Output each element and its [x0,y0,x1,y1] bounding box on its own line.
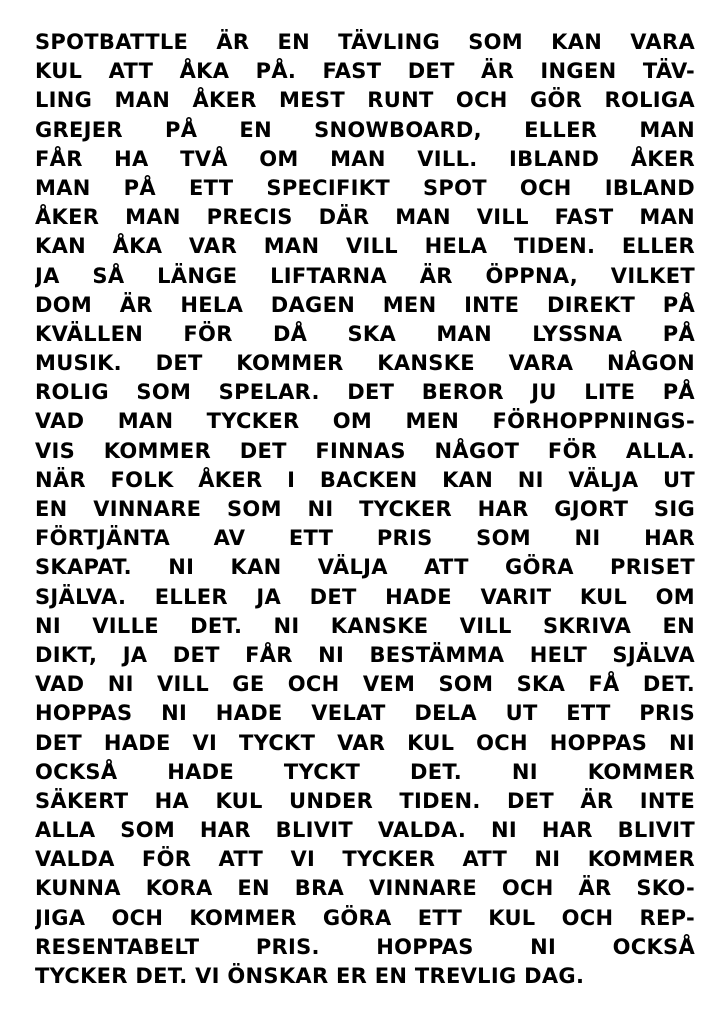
text-line: MUSIK. DET KOMMER KANSKE VARA NÅGON [35,351,695,376]
text-line: KUL ATT ÅKA PÅ. FAST DET ÄR INGEN TÄV- [35,59,695,84]
text-line: TYCKER DET. VI ÖNSKAR ER EN TREVLIG DAG. [35,964,585,988]
text-line: NI VILLE DET. NI KANSKE VILL SKRIVA EN [35,613,695,638]
text-line: RESENTABELT PRIS. HOPPAS NI OCKSÅ [35,934,695,959]
text-line: LING MAN ÅKER MEST RUNT OCH GÖR ROLIGA [35,88,695,113]
text-line: SÄKERT HA KUL UNDER TIDEN. DET ÄR INTE [35,788,695,813]
text-line: VIS KOMMER DET FINNAS NÅGOT FÖR ALLA. [35,438,695,463]
text-line: FÖRTJÄNTA AV ETT PRIS SOM NI HAR [35,526,695,551]
text-line: JIGA OCH KOMMER GÖRA ETT KUL OCH REP- [35,905,695,930]
text-line: NÄR FOLK ÅKER I BACKEN KAN NI VÄLJA UT [35,467,695,492]
text-line: EN VINNARE SOM NI TYCKER HAR GJORT SIG [35,497,695,521]
text-line: VAD MAN TYCKER OM MEN FÖRHOPPNINGS- [35,409,695,434]
text-line: KUNNA KORA EN BRA VINNARE OCH ÄR SKO- [35,876,695,901]
text-line: ÅKER MAN PRECIS DÄR MAN VILL FAST MAN [35,205,695,230]
text-line: VALDA FÖR ATT VI TYCKER ATT NI KOMMER [35,847,695,872]
body-text [35,28,695,991]
text-line: HOPPAS NI HADE VELAT DELA UT ETT PRIS [35,701,695,726]
text-line: SJÄLVA. ELLER JA DET HADE VARIT KUL OM [35,584,695,609]
text-line: OCKSÅ HADE TYCKT DET. NI KOMMER [35,759,695,784]
text-line: FÅR HA TVÅ OM MAN VILL. IBLAND ÅKER [35,146,695,171]
text-line: MAN PÅ ETT SPECIFIKT SPOT OCH IBLAND [35,175,695,200]
text-line: KAN ÅKA VAR MAN VILL HELA TIDEN. ELLER [35,234,695,259]
text-line: DIKT, JA DET FÅR NI BESTÄMMA HELT SJÄLVA [35,642,695,667]
text-line: DOM ÄR HELA DAGEN MEN INTE DIREKT PÅ [35,292,695,317]
text-line: SPOTBATTLE ÄR EN TÄVLING SOM KAN VARA [35,30,695,54]
text-line: DET HADE VI TYCKT VAR KUL OCH HOPPAS NI [35,730,695,755]
text-line: SKAPAT. NI KAN VÄLJA ATT GÖRA PRISET [35,555,695,580]
text-line: ROLIG SOM SPELAR. DET BEROR JU LITE PÅ [35,380,695,405]
text-line: ALLA SOM HAR BLIVIT VALDA. NI HAR BLIVIT [35,818,695,843]
text-line: JA SÅ LÄNGE LIFTARNA ÄR ÖPPNA, VILKET [35,263,695,288]
text-line: KVÄLLEN FÖR DÅ SKA MAN LYSSNA PÅ [35,321,695,346]
text-line: VAD NI VILL GE OCH VEM SOM SKA FÅ DET. [35,672,695,697]
text-line: GREJER PÅ EN SNOWBOARD, ELLER MAN [35,117,695,142]
